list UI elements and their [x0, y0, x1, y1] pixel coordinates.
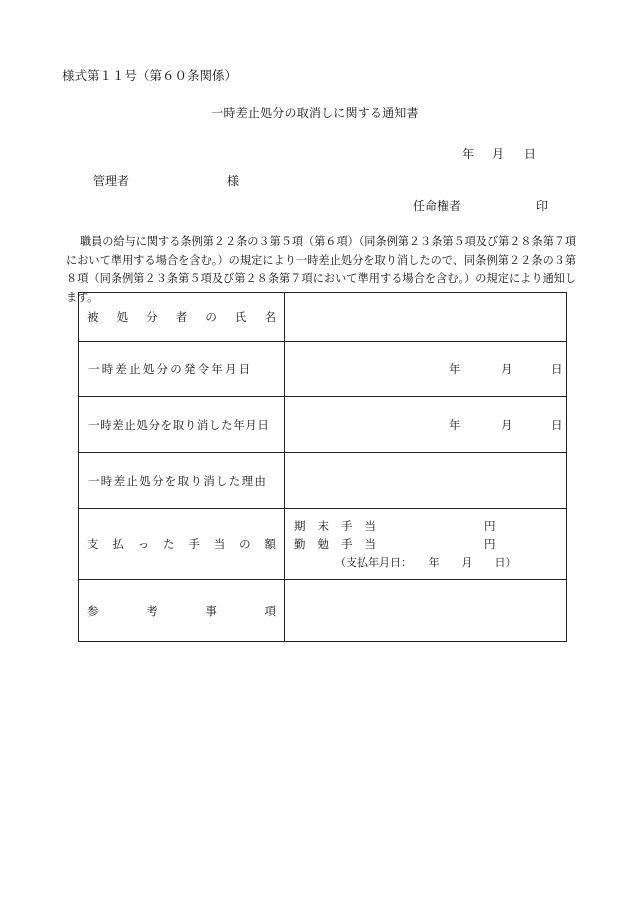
- notice-body: 職員の給与に関する条例第２２条の３第５項（第６項）（同条例第２３条第５項及び第２８条第７項において準用する場合を含む。）の規定により一時差止処分を取り消したので、同条例第２２条の３第８項（同条例第２３条第５項及び第２８条第７項において準用する場合を含む。）の規定により通知します。: [66, 235, 576, 304]
- table-row: [79, 342, 567, 397]
- addressee-name: 管理者: [93, 174, 130, 188]
- term-end-allowance-yen: 円: [484, 519, 496, 533]
- paid-allowance-label: 支 払 っ た 手 当 の 額: [79, 509, 285, 580]
- table-row: [79, 580, 567, 642]
- header-year: 年: [462, 147, 475, 161]
- notice-table: [78, 292, 567, 642]
- table-row: [79, 293, 567, 342]
- revocation-day: 日: [551, 417, 563, 432]
- appointing-authority: 任命権者: [413, 199, 462, 213]
- revocation-month: 月: [501, 417, 513, 432]
- form-number: 様式第１１号（第６０条関係）: [62, 68, 238, 83]
- addressee-honorific: 様: [227, 174, 240, 188]
- issuance-date-value[interactable]: [285, 342, 567, 397]
- table-row: [79, 509, 567, 580]
- seal-mark: 印: [536, 199, 549, 213]
- table-row: [79, 397, 567, 453]
- issuance-date-label: 一時差止処分の発令年月日: [79, 342, 285, 397]
- issuance-day: 日: [551, 362, 563, 376]
- revocation-date-label: 一時差止処分を取り消した年月日: [79, 397, 285, 453]
- remarks-label: 参 考 事 項: [79, 580, 285, 642]
- issuance-year: 年: [449, 362, 461, 376]
- header-day: 日: [524, 147, 537, 161]
- revocation-year: 年: [449, 417, 461, 432]
- issuance-month: 月: [501, 362, 513, 376]
- disciplined-person-label: 被 処 分 者 の 氏 名: [79, 293, 285, 342]
- diligence-allowance-yen: 円: [484, 537, 496, 551]
- document-title: 一時差止処分の取消しに関する通知書: [211, 106, 419, 120]
- table-row: [79, 453, 567, 509]
- header-month: 月: [492, 147, 505, 161]
- remarks-value[interactable]: [285, 580, 567, 642]
- term-end-allowance-row: 期 末 手 当 円: [294, 519, 496, 533]
- revocation-reason-value[interactable]: [285, 453, 567, 509]
- diligence-allowance-row: 勤 勉 手 当 円: [294, 537, 496, 551]
- payment-date: （支払年月日： 年 月 日）: [335, 556, 517, 569]
- revocation-date-value[interactable]: [285, 397, 567, 453]
- revocation-reason-label: 一時差止処分を取り消した理由: [79, 453, 285, 509]
- disciplined-person-value[interactable]: [285, 293, 567, 342]
- paid-allowance-value: [285, 509, 567, 580]
